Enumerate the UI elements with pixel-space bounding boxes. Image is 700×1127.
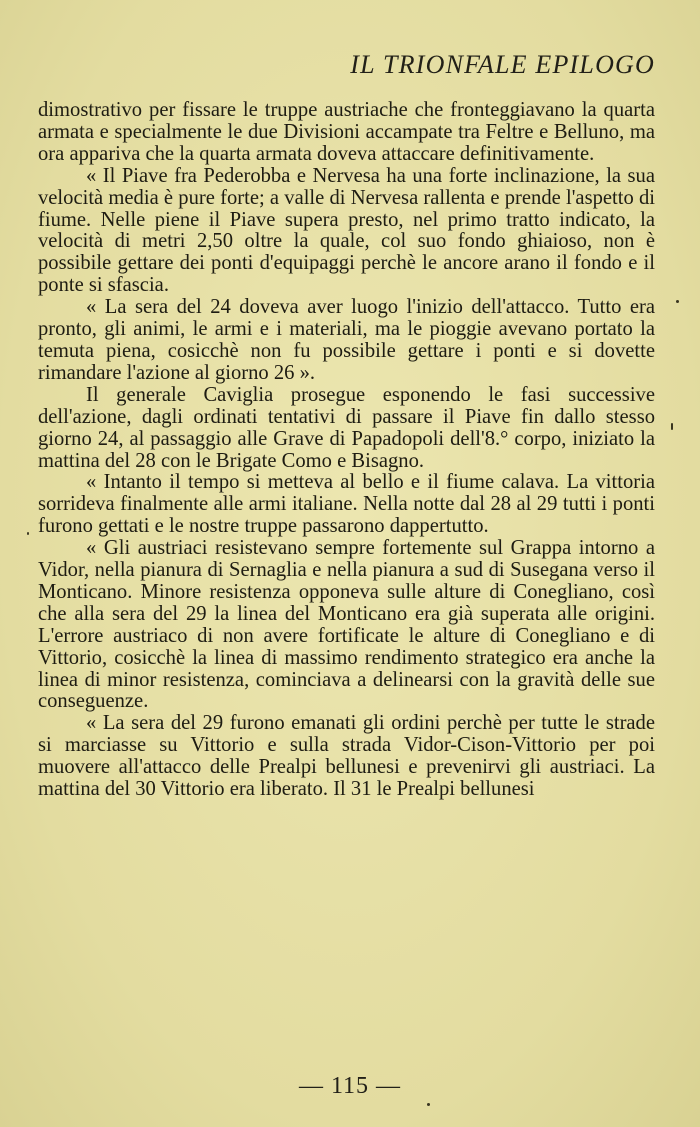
print-speck [676, 300, 679, 303]
paragraph-2: « Il Piave fra Pederobba e Nervesa ha una forte inclinazione, la sua velocità media è pure forte; a valle di Nervesa rallenta e prende l'aspetto di fiume. Nelle piene il Piave supera presto, nel primo tratto indicato, la velocità di metri 2,50 oltre la quale, col suo fondo ghiaioso, non è possibile gettare dei ponti d'equipaggi perchè le ancore arano il fondo e il ponte si sfascia. [38, 164, 655, 297]
paragraph-4: Il generale Caviglia prosegue esponendo le fasi successive dell'azione, dagli ordinati tentativi di passare il Piave fin dallo stesso giorno 24, al passaggio alle Grave di Papadopoli dell'8.° corpo, iniziato la mattina del 28 con le Brigate Como e Bisagno. [38, 383, 655, 472]
print-speck [671, 423, 673, 430]
page-number: — 115 — [298, 1073, 402, 1099]
paragraph-1: dimostrativo per fissare le truppe austriache che fronteggiavano la quarta armata e specialmente le due Divisioni accampate tra Feltre e Belluno, ma ora appariva che la quarta armata doveva attaccare definitivamente. [38, 99, 655, 165]
paragraph-3: « La sera del 24 doveva aver luogo l'inizio dell'attacco. Tutto era pronto, gli animi, le armi e i materiali, ma le pioggie avevano portato la temuta piena, cosicchè non fu possibile gettare i ponti e si dovette rimandare l'azione al giorno 26 ». [38, 296, 655, 384]
print-speck [427, 1103, 430, 1106]
running-header: IL TRIONFALE EPILOGO [350, 50, 655, 79]
body-text [38, 100, 655, 801]
paragraph-5: « Intanto il tempo si metteva al bello e il fiume calava. La vittoria sorrideva finalmente alle armi italiane. Nella notte dal 28 al 29 tutti i ponti furono gettati e le nostre truppe passarono dappertutto. [38, 471, 655, 538]
print-speck [27, 532, 29, 535]
paragraph-7: « La sera del 29 furono emanati gli ordini perchè per tutte le strade si marciasse su Vittorio e sulla strada Vidor-Cison-Vittorio per poi muovere all'attacco delle Prealpi bellunesi e prevenirvi gli austriaci. La mattina del 30 Vittorio era liberato. Il 31 le Prealpi bellunesi [38, 712, 655, 801]
paragraph-6: « Gli austriaci resistevano sempre fortemente sul Grappa intorno a Vidor, nella pianura di Sernaglia e nella pianura a sud di Susegana verso il Monticano. Minore resistenza opponeva sulle alture di Conegliano, così che alla sera del 29 la linea del Monticano era già superata alle origini. L'errore austriaco di non avere fortificate le alture di Conegliano e di Vittorio, cosicchè la linea di massimo rendimento strategico era anche la linea di minor resistenza, cominciava a delinearsi con la gravità delle sue conseguenze. [38, 537, 655, 713]
